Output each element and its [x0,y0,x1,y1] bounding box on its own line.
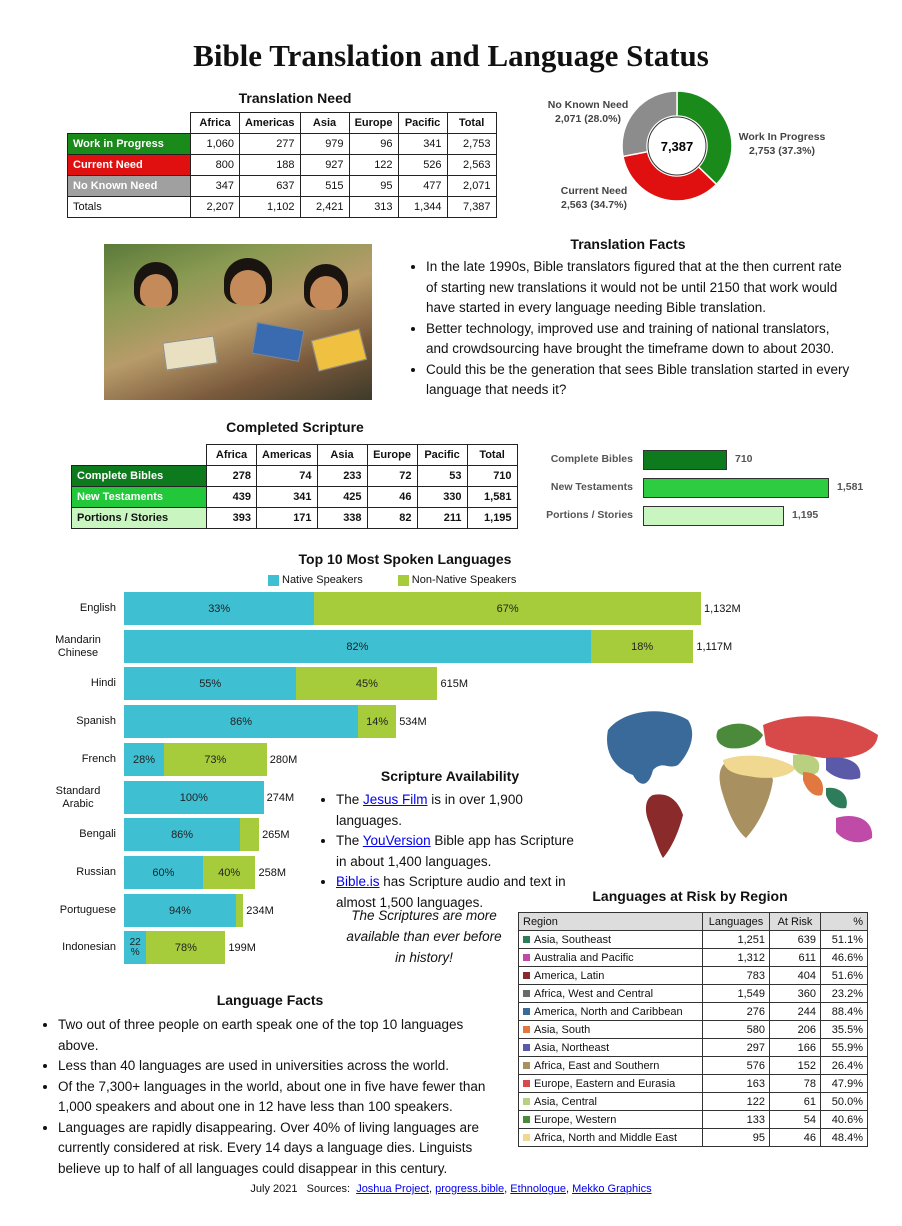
region-color-swatch [523,954,530,961]
separator: , [565,1183,573,1195]
pct-cell: 88.4% [821,1003,868,1021]
language-fact: • Less than 40 languages are used in universities across the world. [58,1056,506,1077]
col-header: Languages [703,913,770,931]
region-cell [519,931,703,949]
language-facts-list [36,1015,506,1179]
table-row [68,176,497,197]
native-speakers-bar: 60% [124,856,203,889]
languages-chart-legend [268,574,516,586]
table-cell: 72 [367,466,417,487]
region-cell [519,967,703,985]
at-risk-cell: 206 [770,1021,821,1039]
table-cell: 425 [317,487,367,508]
legend-label: Non-Native Speakers [411,574,517,586]
source-progress-bible-link[interactable]: progress.bible [435,1183,505,1195]
non-native-speakers-bar [240,818,259,851]
row-label: Totals [68,197,191,218]
table-row [519,1057,868,1075]
non-native-speakers-bar [236,894,243,927]
completed-scripture-table [71,444,518,529]
region-cell [519,1057,703,1075]
at-risk-cell: 54 [770,1111,821,1129]
table-cell: 526 [398,155,447,176]
languages-cell: 133 [703,1111,770,1129]
languages-cell: 1,312 [703,949,770,967]
translation-fact: • In the late 1990s, Bible translators figured that at the then current rate of starting new translations it would not be until 2150 that work would have started in every language needing Bible translation. [426,257,852,319]
at-risk-cell: 360 [770,985,821,1003]
region-cell [519,1021,703,1039]
language-label: English [79,602,116,614]
region-cell [519,1093,703,1111]
donut-slice-value: 2,753 (37.3%) [749,145,815,157]
region-cell [519,1003,703,1021]
item-text: has Scripture audio and text in almost 1,500 languages. [336,874,566,910]
table-row [519,949,868,967]
language-total-label: 615M [440,677,468,690]
col-header: Africa [191,113,240,134]
footer [0,1183,902,1195]
non-native-speakers-bar: 67% [314,592,701,625]
at-risk-cell: 244 [770,1003,821,1021]
row-label: No Known Need [68,176,191,197]
non-native-speakers-bar: 40% [203,856,256,889]
item-text: Bible app has Scripture in about 1,400 languages. [336,833,574,869]
donut-slice-label: Current Need [560,185,628,197]
native-speakers-bar: 86% [124,818,240,851]
table-cell: 2,207 [191,197,240,218]
table-cell: 341 [398,134,447,155]
scripture-bar-value: 1,581 [837,481,864,493]
children-reading-photo [104,244,372,400]
languages-cell: 580 [703,1021,770,1039]
completed-scripture-title: Completed Scripture [226,419,364,435]
native-speakers-bar: 22 % [124,931,146,964]
region-name: America, North and Caribbean [534,1005,683,1018]
bible-is-link[interactable]: Bible.is [336,874,380,889]
table-row [519,967,868,985]
languages-at-risk-table [518,912,868,1147]
language-fact: • Of the 7,300+ languages in the world, about one in five have fewer than 1,000 speakers and about one in 12 have less than 100 speakers. [58,1077,506,1118]
languages-cell: 276 [703,1003,770,1021]
region-name: Africa, North and Middle East [534,1131,678,1144]
col-header: Total [447,113,496,134]
scripture-bar [643,506,784,526]
scripture-bar-value: 710 [735,453,753,465]
table-cell: 313 [349,197,398,218]
table-corner [72,445,207,466]
language-total-label: 199M [228,941,256,954]
table-cell: 53 [417,466,467,487]
native-speakers-bar: 28% [124,743,164,776]
legend-swatch [398,575,409,586]
region-name: Africa, West and Central [534,987,654,1000]
native-speakers-bar: 94% [124,894,236,927]
at-risk-cell: 78 [770,1075,821,1093]
table-cell: 95 [349,176,398,197]
table-cell: 277 [240,134,301,155]
table-cell: 1,344 [398,197,447,218]
col-header: Americas [257,445,318,466]
table-cell: 82 [367,508,417,529]
region-name: Europe, Eastern and Eurasia [534,1077,676,1090]
language-label: Portuguese [59,904,116,916]
language-label: Indonesian [62,941,116,953]
table-cell: 1,195 [467,508,517,529]
region-color-swatch [523,1116,530,1123]
languages-cell: 95 [703,1129,770,1147]
col-header: Europe [349,113,398,134]
jesus-film-link[interactable]: Jesus Film [363,792,428,807]
language-total-label: 274M [266,791,295,804]
table-row [72,508,518,529]
at-risk-cell: 152 [770,1057,821,1075]
pct-cell: 47.9% [821,1075,868,1093]
table-cell: 800 [191,155,240,176]
col-header: % [821,913,868,931]
pct-cell: 26.4% [821,1057,868,1075]
region-color-swatch [523,1080,530,1087]
languages-cell: 1,549 [703,985,770,1003]
table-cell: 171 [257,508,318,529]
table-cell: 2,753 [447,134,496,155]
translation-fact: • Better technology, improved use and training of national translators, and crowdsourcing have brought the timeframe down to about 2030. [426,319,852,360]
table-row [519,1075,868,1093]
table-cell: 1,102 [240,197,301,218]
table-cell: 979 [300,134,349,155]
language-total-label: 234M [246,904,274,917]
languages-cell: 122 [703,1093,770,1111]
non-native-speakers-bar: 45% [296,667,437,700]
col-header: Total [467,445,517,466]
table-row [72,487,518,508]
pct-cell: 55.9% [821,1039,868,1057]
table-cell: 341 [257,487,318,508]
donut-slice-value: 2,563 (34.7%) [561,199,627,211]
region-color-swatch [523,936,530,943]
language-fact: • Two out of three people on earth speak one of the top 10 languages above. [58,1015,506,1056]
table-cell: 2,563 [447,155,496,176]
region-name: Australia and Pacific [534,951,634,964]
languages-at-risk-title: Languages at Risk by Region [592,888,788,904]
legend-label: Native Speakers [282,574,363,586]
language-total-label: 280M [269,753,298,766]
at-risk-cell: 166 [770,1039,821,1057]
at-risk-cell: 404 [770,967,821,985]
table-cell: 338 [317,508,367,529]
region-cell [519,1039,703,1057]
region-cell [519,1111,703,1129]
region-name: Asia, Central [534,1095,597,1108]
scripture-bar [643,478,829,498]
col-header: Americas [240,113,301,134]
table-row [72,466,518,487]
translation-need-donut [540,90,870,220]
table-cell: 1,581 [467,487,517,508]
table-row [68,134,497,155]
languages-chart-title: Top 10 Most Spoken Languages [298,551,512,567]
table-row [519,1039,868,1057]
region-color-swatch [523,990,530,997]
table-cell: 637 [240,176,301,197]
languages-cell: 163 [703,1075,770,1093]
native-speakers-bar: 33% [124,592,314,625]
table-cell: 710 [467,466,517,487]
scripture-bar [643,450,727,470]
region-name: Africa, East and Southern [534,1059,660,1072]
region-name: Europe, Western [534,1113,617,1126]
language-label: Russian [76,866,116,878]
native-speakers-bar: 82% [124,630,591,663]
table-cell: 7,387 [447,197,496,218]
region-cell [519,985,703,1003]
native-speakers-bar: 86% [124,705,358,738]
pct-cell: 51.1% [821,931,868,949]
table-row [519,1003,868,1021]
table-cell: 233 [317,466,367,487]
col-header: Asia [317,445,367,466]
region-color-swatch [523,1134,530,1141]
table-cell: 2,421 [300,197,349,218]
at-risk-cell: 611 [770,949,821,967]
region-name: America, Latin [534,969,605,982]
footer-prefix: July 2021 Sources: [250,1183,357,1195]
language-label: Bengali [79,828,116,840]
at-risk-cell: 61 [770,1093,821,1111]
region-name: Asia, Northeast [534,1041,610,1054]
separator: , [504,1183,511,1195]
language-label: Standard Arabic [55,784,101,810]
table-cell: 347 [191,176,240,197]
language-label: Spanish [76,715,116,727]
pct-cell: 40.6% [821,1111,868,1129]
table-cell: 515 [300,176,349,197]
non-native-speakers-bar: 78% [146,931,225,964]
donut-slice-value: 2,071 (28.0%) [555,113,621,125]
col-header: Europe [367,445,417,466]
scripture-availability-title: Scripture Availability [380,768,520,784]
table-cell: 927 [300,155,349,176]
translation-need-title: Translation Need [238,90,352,106]
table-cell: 96 [349,134,398,155]
legend-native [268,574,363,586]
region-name: Asia, South [534,1023,591,1036]
youversion-link[interactable]: YouVersion [362,833,431,848]
translation-facts-list [404,257,852,401]
legend-swatch [268,575,279,586]
region-color-swatch [523,1008,530,1015]
languages-cell: 783 [703,967,770,985]
row-label: Portions / Stories [72,508,207,529]
donut-center-value: 7,387 [660,139,694,154]
table-corner [68,113,191,134]
completed-scripture-bar-chart [540,444,880,534]
table-cell: 330 [417,487,467,508]
pct-cell: 23.2% [821,985,868,1003]
item-text: The [336,833,363,848]
row-label: Current Need [68,155,191,176]
col-header: Region [519,913,703,931]
table-row [519,931,868,949]
region-color-swatch [523,1098,530,1105]
table-cell: 74 [257,466,318,487]
pct-cell: 35.5% [821,1021,868,1039]
translation-facts-title: Translation Facts [570,236,686,252]
separator: , [428,1183,436,1195]
col-header: At Risk [770,913,821,931]
region-color-swatch [523,1062,530,1069]
world-map [578,700,888,860]
table-cell: 188 [240,155,301,176]
region-cell [519,949,703,967]
legend-nonnative [398,574,517,586]
col-header: Pacific [398,113,447,134]
row-label: New Testaments [72,487,207,508]
table-row [68,197,497,218]
language-total-label: 258M [258,866,287,879]
item-text: The [336,792,364,807]
table-row [519,985,868,1003]
non-native-speakers-bar: 14% [358,705,396,738]
pct-cell: 48.4% [821,1129,868,1147]
page-title: Bible Translation and Language Status [193,38,709,73]
table-cell: 1,060 [191,134,240,155]
languages-cell: 1,251 [703,931,770,949]
native-speakers-bar: 55% [124,667,296,700]
table-row [519,1093,868,1111]
item-text: is in over 1,900 languages. [336,792,523,828]
table-row [68,155,497,176]
scripture-bar-label: New Testaments [550,481,633,493]
row-label: Complete Bibles [72,466,207,487]
language-label: Hindi [90,677,116,689]
region-color-swatch [523,1026,530,1033]
scripture-availability-list [314,790,584,913]
language-label: French [81,753,116,765]
language-total-label: 534M [399,715,427,728]
scripture-bar-label: Portions / Stories [546,509,633,521]
table-row [519,1129,868,1147]
source-joshua-project-link[interactable]: Joshua Project [356,1183,429,1195]
col-header: Pacific [417,445,467,466]
language-total-label: 1,117M [696,640,733,653]
pct-cell: 50.0% [821,1093,868,1111]
language-label: Mandarin Chinese [55,633,101,659]
language-total-label: 265M [262,828,290,841]
non-native-speakers-bar: 18% [591,630,693,663]
at-risk-cell: 46 [770,1129,821,1147]
table-row [519,1021,868,1039]
language-fact: • Languages are rapidly disappearing. Over 40% of living languages are currently considered at risk. Every 14 days a language dies. Linguists believe up to half of all languages could disappear in this century. [58,1118,506,1180]
language-facts-title: Language Facts [216,992,324,1008]
donut-slice-label: Work In Progress [738,131,826,143]
source-mekko-graphics-link[interactable]: Mekko Graphics [572,1183,652,1195]
scripture-bar-value: 1,195 [792,509,819,521]
region-name: Asia, Southeast [534,933,612,946]
region-color-swatch [523,972,530,979]
donut-slice-label: No Known Need [547,99,629,111]
table-cell: 2,071 [447,176,496,197]
non-native-speakers-bar: 73% [164,743,267,776]
region-cell [519,1075,703,1093]
source-ethnologue-link[interactable]: Ethnologue [510,1183,566,1195]
col-header: Africa [207,445,257,466]
region-cell [519,1129,703,1147]
native-speakers-bar: 100% [124,781,264,814]
translation-need-table [67,112,497,218]
table-cell: 393 [207,508,257,529]
availability-item [336,831,584,872]
pct-cell: 46.6% [821,949,868,967]
row-label: Work in Progress [68,134,191,155]
table-cell: 278 [207,466,257,487]
table-cell: 439 [207,487,257,508]
translation-fact: • Could this be the generation that sees Bible translation started in every language that needs it? [426,360,852,401]
pct-cell: 51.6% [821,967,868,985]
availability-item [336,790,584,831]
table-cell: 122 [349,155,398,176]
scripture-quote: The Scriptures are more available than ever before in history! [346,908,502,965]
languages-cell: 297 [703,1039,770,1057]
language-total-label: 1,132M [704,602,741,615]
table-cell: 46 [367,487,417,508]
region-color-swatch [523,1044,530,1051]
col-header: Asia [300,113,349,134]
table-cell: 477 [398,176,447,197]
at-risk-cell: 639 [770,931,821,949]
scripture-bar-label: Complete Bibles [550,453,633,465]
languages-cell: 576 [703,1057,770,1075]
table-cell: 211 [417,508,467,529]
table-row [519,1111,868,1129]
